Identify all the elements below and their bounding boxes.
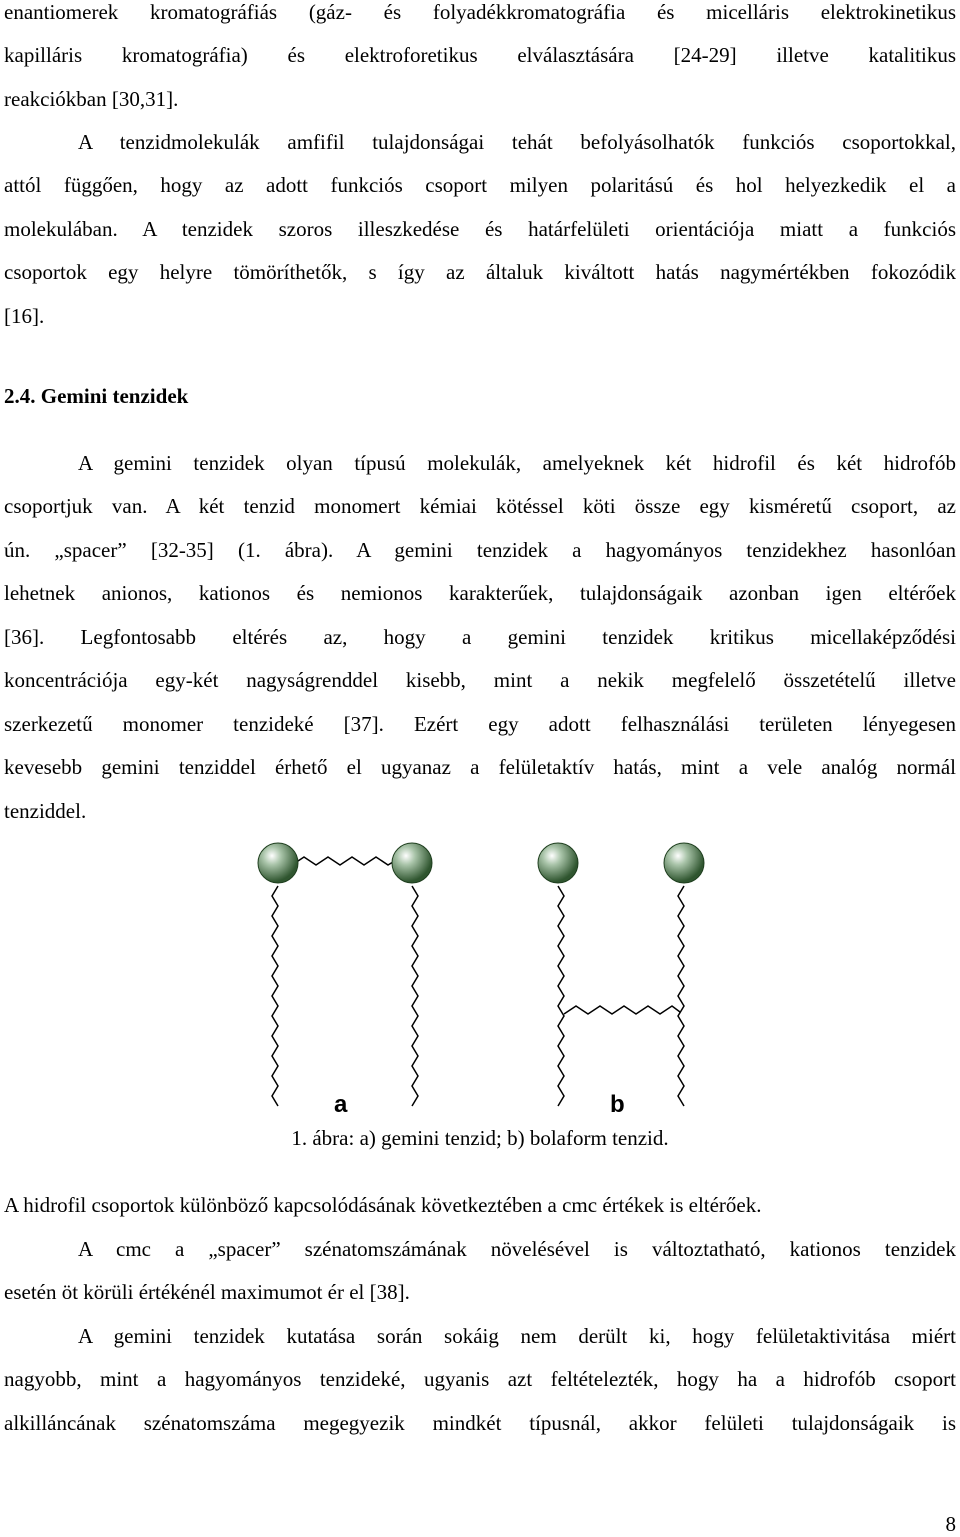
hydrophilic-head — [258, 843, 298, 883]
text-line: koncentrációja egy-két nagyságrenddel kisebb, mint a nekik megfelelő összetételű illetve — [4, 668, 956, 692]
hydrophobic-tail — [272, 886, 278, 1106]
surfactant-figure — [250, 838, 710, 1123]
text-line: nagyobb, mint a hagyományos tenzideké, ugyanis azt feltételezték, hogy ha a hidrofób csoport — [4, 1367, 956, 1391]
text-line: csoportjuk van. A két tenzid monomert kémiai kötéssel köti össze egy kisméretű csoport, az — [4, 494, 956, 518]
text-line: A gemini tenzidek kutatása során sokáig nem derült ki, hogy felületaktivitása miért — [78, 1324, 956, 1348]
text-line: lehetnek anionos, kationos és nemionos karakterűek, tulajdonságaik azonban igen eltérőek — [4, 581, 956, 605]
section-heading: 2.4. Gemini tenzidek — [4, 384, 189, 408]
text-line: kapilláris kromatográfia) és elektroforetikus elválasztására [24-29] illetve katalitikus — [4, 43, 956, 67]
text-line: kevesebb gemini tenziddel érhető el ugyanaz a felületaktív hatás, mint a vele analóg normál — [4, 755, 956, 779]
text-line: [36]. Legfontosabb eltérés az, hogy a gemini tenzidek kritikus micellaképződési — [4, 625, 956, 649]
text-line: [16]. — [4, 304, 45, 328]
text-line: reakciókban [30,31]. — [4, 87, 179, 111]
text-line: alkilláncának szénatomszáma megegyezik mindkét típusnál, akkor felületi tulajdonságaik is — [4, 1411, 956, 1435]
hydrophilic-head — [392, 843, 432, 883]
text-line: csoportok egy helyre tömöríthetők, s így az általuk kiváltott hatás nagymértékben fokozódik — [4, 260, 956, 284]
text-line: ún. „spacer” [32-35] (1. ábra). A gemini tenzidek a hagyományos tenzidekhez hasonlóan — [4, 538, 956, 562]
figure-label-b: b — [610, 1091, 625, 1118]
text-line: A tenzidmolekulák amfifil tulajdonságai tehát befolyásolhatók funkciós csoportokkal, — [78, 130, 956, 154]
hydrophilic-head — [664, 843, 704, 883]
text-line: A cmc a „spacer” szénatomszámának növelésével is változtatható, kationos tenzidek — [78, 1237, 956, 1261]
page-number: 8 — [945, 1512, 956, 1536]
spacer-chain — [564, 1006, 680, 1014]
text-line: molekulában. A tenzidek szoros illeszkedése és határfelületi orientációja miatt a funkciós — [4, 217, 956, 241]
text-line: enantiomerek kromatográfiás (gáz- és folyadékkromatográfia és micelláris elektrokinetikus — [4, 0, 956, 24]
text-line: szerkezetű monomer tenzideké [37]. Ezért egy adott felhasználási területen lényegesen — [4, 712, 956, 736]
figure-label-a: a — [334, 1091, 348, 1118]
hydrophilic-head — [538, 843, 578, 883]
bolaform-molecule — [538, 843, 704, 1118]
figure-caption: 1. ábra: a) gemini tenzid; b) bolaform tenzid. — [291, 1126, 669, 1150]
text-line: esetén öt körüli értékénél maximumot ér el [38]. — [4, 1280, 410, 1304]
text-line: tenziddel. — [4, 799, 87, 823]
text-line: A gemini tenzidek olyan típusú molekulák, amelyeknek két hidrofil és két hidrofób — [78, 451, 956, 475]
text-line: A hidrofil csoportok különböző kapcsolódásának következtében a cmc értékek is eltérőek. — [4, 1193, 762, 1217]
spacer-chain — [292, 857, 398, 865]
text-line: attól függően, hogy az adott funkciós csoport milyen polaritású és hol helyezkedik el a — [4, 173, 956, 197]
hydrophobic-tail — [678, 886, 684, 1106]
hydrophobic-tail — [412, 886, 418, 1106]
gemini-molecule — [258, 843, 432, 1118]
hydrophobic-tail — [558, 886, 564, 1106]
